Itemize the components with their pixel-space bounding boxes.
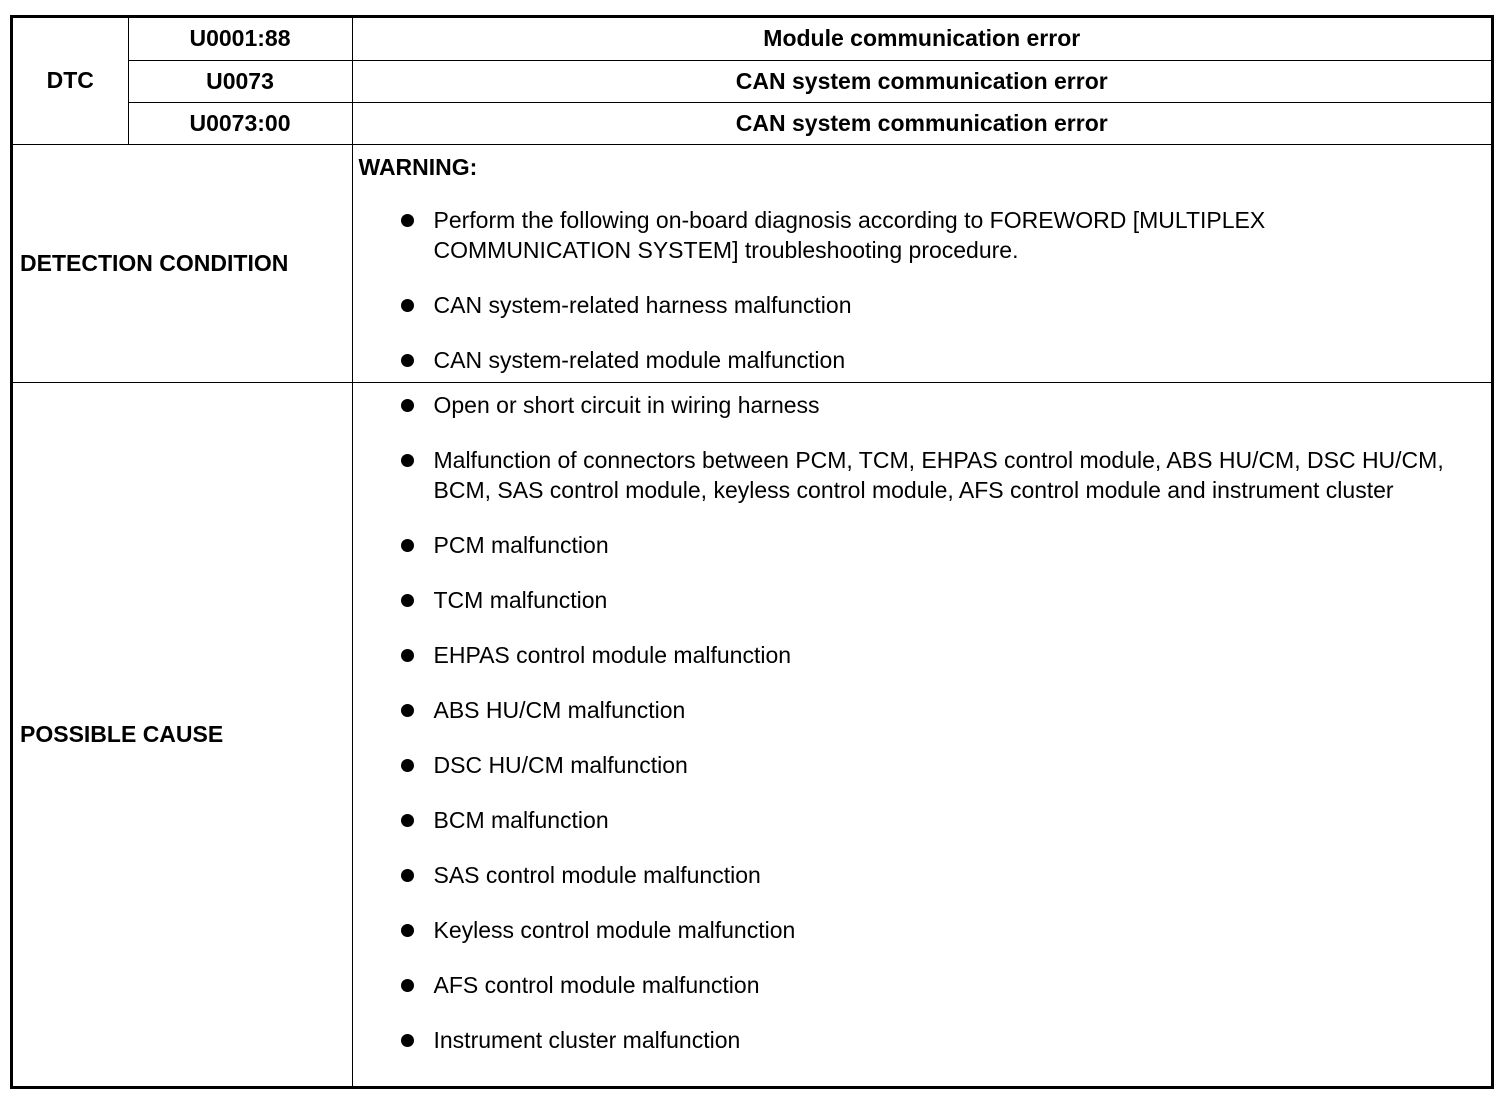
list-item-text: PCM malfunction — [433, 531, 609, 558]
bullet-icon — [401, 814, 414, 827]
list-item — [353, 530, 1492, 560]
bullet-icon — [401, 539, 414, 552]
list-item-text: ABS HU/CM malfunction — [433, 696, 686, 723]
list-item — [353, 750, 1492, 780]
bullet-icon — [401, 704, 414, 717]
bullet-icon — [401, 759, 414, 772]
list-item — [353, 290, 1492, 320]
list-item — [353, 585, 1492, 615]
bullet-icon — [401, 354, 414, 367]
bullet-icon — [401, 924, 414, 937]
list-item-text: AFS control module malfunction — [433, 971, 760, 998]
list-item — [353, 695, 1492, 725]
list-item-text: TCM malfunction — [433, 586, 608, 613]
bullet-icon — [401, 594, 414, 607]
list-item-text: CAN system-related module malfunction — [433, 346, 846, 373]
possible-cause-list — [353, 390, 1492, 1055]
dtc-description: CAN system communication error — [352, 102, 1491, 144]
list-item — [353, 915, 1492, 945]
detection-condition-content — [352, 144, 1491, 382]
dtc-code-row — [13, 18, 1491, 60]
dtc-code: U0073:00 — [128, 102, 352, 144]
bullet-icon — [401, 214, 414, 227]
list-item-text: Instrument cluster malfunction — [433, 1026, 741, 1053]
possible-cause-row — [13, 382, 1491, 1086]
dtc-code-row — [13, 60, 1491, 102]
list-item-text: Malfunction of connectors between PCM, TCM, EHPAS control module, ABS HU/CM, DSC HU/CM, BCM, SAS control module, keyless control module, AFS control module and instrument cluster — [433, 446, 1444, 503]
warning-title: WARNING: — [358, 153, 478, 180]
list-item-text: Open or short circuit in wiring harness — [433, 391, 820, 418]
possible-cause-label: POSSIBLE CAUSE — [13, 382, 352, 1086]
list-item-text: DSC HU/CM malfunction — [433, 751, 688, 778]
detection-condition-list — [353, 205, 1492, 375]
list-item — [353, 445, 1492, 505]
detection-condition-label: DETECTION CONDITION — [13, 144, 352, 382]
bullet-icon — [401, 979, 414, 992]
dtc-document-sheet — [10, 15, 1494, 1089]
bullet-icon — [401, 299, 414, 312]
bullet-icon — [401, 454, 414, 467]
dtc-label: DTC — [13, 18, 128, 144]
bullet-icon — [401, 1034, 414, 1047]
list-item — [353, 345, 1492, 375]
dtc-code: U0073 — [128, 60, 352, 102]
list-item — [353, 970, 1492, 1000]
list-item-text: CAN system-related harness malfunction — [433, 291, 852, 318]
dtc-table — [13, 18, 1491, 1086]
dtc-code: U0001:88 — [128, 18, 352, 60]
list-item-text: Keyless control module malfunction — [433, 916, 796, 943]
possible-cause-content — [352, 382, 1491, 1086]
detection-condition-row — [13, 144, 1491, 382]
list-item-text: Perform the following on-board diagnosis according to FOREWORD [MULTIPLEX COMMUNICATION SYSTEM] troubleshooting procedure. — [433, 206, 1266, 263]
list-item — [353, 1025, 1492, 1055]
bullet-icon — [401, 399, 414, 412]
list-item-text: BCM malfunction — [433, 806, 609, 833]
bullet-icon — [401, 869, 414, 882]
dtc-description: CAN system communication error — [352, 60, 1491, 102]
list-item — [353, 205, 1492, 265]
list-item — [353, 640, 1492, 670]
bullet-icon — [401, 649, 414, 662]
list-item — [353, 390, 1492, 420]
list-item — [353, 860, 1492, 890]
dtc-description: Module communication error — [352, 18, 1491, 60]
list-item-text: EHPAS control module malfunction — [433, 641, 792, 668]
list-item — [353, 805, 1492, 835]
list-item-text: SAS control module malfunction — [433, 861, 761, 888]
dtc-code-row — [13, 102, 1491, 144]
